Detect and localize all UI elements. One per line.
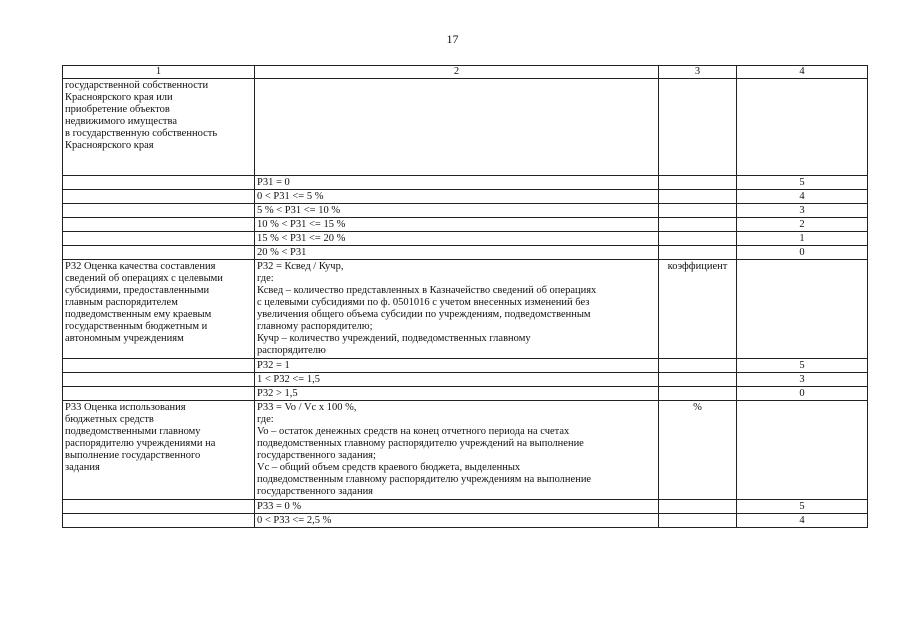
table-row — [63, 373, 868, 387]
block3-unit: % — [659, 401, 737, 500]
score-cell: 3 — [737, 204, 868, 218]
score-cell: 4 — [737, 514, 868, 528]
block3-formula: Р33 = Vo / Vc x 100 %, где: Vo – остаток денежных средств на конец отчетного периода на счетах подведомственных главному распорядителю учреждений на выполнение государственного задания; Vc – общий объем средств краевого бюджета, выделенных подведомственным главному распорядителю учреждениям на выполнение государственного задания — [255, 401, 659, 500]
score-cell: 5 — [737, 500, 868, 514]
condition-cell: Р32 = 1 — [255, 359, 659, 373]
table-row — [63, 387, 868, 401]
table-row — [63, 246, 868, 260]
score-cell: 0 — [737, 387, 868, 401]
score-cell: 0 — [737, 246, 868, 260]
block2-unit: коэффициент — [659, 260, 737, 359]
block3-name-row — [63, 401, 868, 500]
score-cell: 4 — [737, 190, 868, 204]
score-cell: 1 — [737, 232, 868, 246]
criteria-table — [62, 65, 868, 528]
header-col-1: 1 — [63, 66, 255, 79]
table-row — [63, 176, 868, 190]
block2-score — [737, 260, 868, 359]
block2-name-row — [63, 260, 868, 359]
block1-name: государственной собственности Красноярского края или приобретение объектов недвижимого имущества в государственную собственность Красноярского края — [63, 79, 255, 176]
block2-name: Р32 Оценка качества составления сведений об операциях с целевыми субсидиями, предоставленными главным распорядителем подведомственным ему краевым государственным бюджетным и автономным учреждениям — [63, 260, 255, 359]
score-cell: 2 — [737, 218, 868, 232]
page-number: 17 — [446, 32, 459, 46]
header-col-4: 4 — [737, 66, 868, 79]
condition-cell: Р31 = 0 — [255, 176, 659, 190]
condition-cell: 10 % < Р31 <= 15 % — [255, 218, 659, 232]
condition-cell: 0 < Р33 <= 2,5 % — [255, 514, 659, 528]
table-row — [63, 514, 868, 528]
table-row — [63, 190, 868, 204]
condition-cell: Р33 = 0 % — [255, 500, 659, 514]
block1-formula — [255, 79, 659, 176]
block1-score — [737, 79, 868, 176]
block2-formula: Р32 = Ксвед / Кучр, где: Ксвед – количество представленных в Казначейство сведений об операциях с целевыми субсидиями по ф. 0501016 с учетом внесенных изменений без увеличения общего объема субсидии по учреждениям, подведомственным главному распорядителю; Кучр – количество учреждений, подведомственных главному распорядителю — [255, 260, 659, 359]
block1-name-row — [63, 79, 868, 176]
condition-cell: Р32 > 1,5 — [255, 387, 659, 401]
header-col-3: 3 — [659, 66, 737, 79]
table-row — [63, 218, 868, 232]
score-cell: 5 — [737, 176, 868, 190]
condition-cell: 5 % < Р31 <= 10 % — [255, 204, 659, 218]
block1-unit — [659, 79, 737, 176]
table-row — [63, 500, 868, 514]
block3-score — [737, 401, 868, 500]
condition-cell: 1 < Р32 <= 1,5 — [255, 373, 659, 387]
condition-cell: 0 < Р31 <= 5 % — [255, 190, 659, 204]
header-col-2: 2 — [255, 66, 659, 79]
table-row — [63, 204, 868, 218]
score-cell: 3 — [737, 373, 868, 387]
score-cell: 5 — [737, 359, 868, 373]
block3-name: Р33 Оценка использования бюджетных средств подведомственными главному распорядителю учреждениями на выполнение государственного задания — [63, 401, 255, 500]
table-row — [63, 232, 868, 246]
condition-cell: 15 % < Р31 <= 20 % — [255, 232, 659, 246]
table-row — [63, 359, 868, 373]
header-row — [63, 66, 868, 79]
condition-cell: 20 % < Р31 — [255, 246, 659, 260]
